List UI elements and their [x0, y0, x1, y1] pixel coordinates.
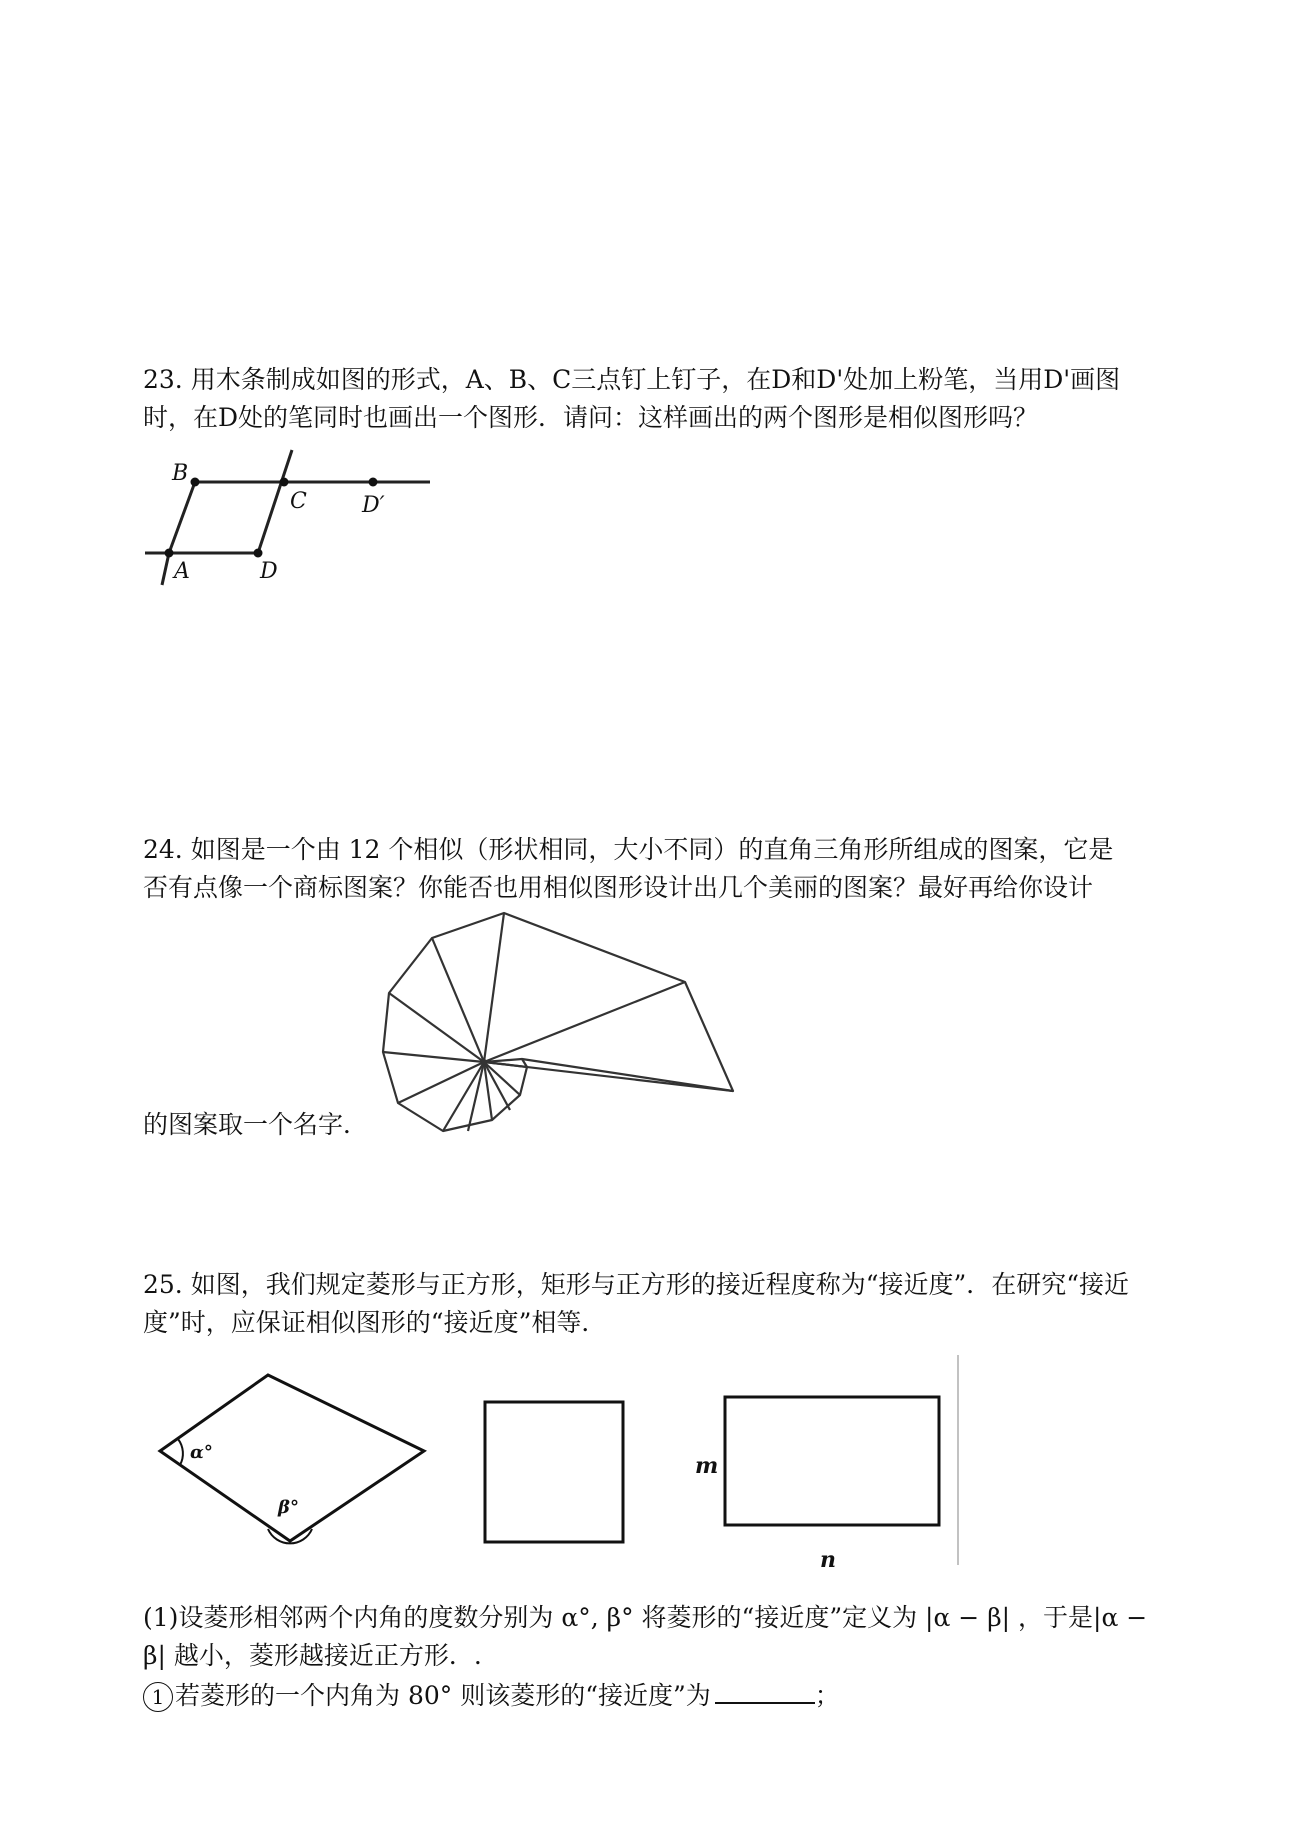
label-C: C [290, 489, 307, 514]
q23-text-line1: 23. 用木条制成如图的形式，A、B、C三点钉上钉子，在D和D'处加上粉笔，当用D'画图 [143, 365, 1121, 394]
rectangle-shape [725, 1397, 939, 1525]
q25-part1-line1: (1)设菱形相邻两个内角的度数分别为 α°, β° 将菱形的“接近度”定义为 |α − β| ，于是|α − [143, 1603, 1148, 1632]
label-m: m [695, 1453, 719, 1479]
q24-spiral-triangles-figure [378, 905, 738, 1135]
square-shape [485, 1402, 623, 1542]
label-A: A [174, 559, 190, 584]
q25-sub1-text: 若菱形的一个内角为 80° 则该菱形的“接近度”为 [175, 1681, 711, 1710]
q25-part1-line2: β| 越小，菱形越接近正方形．. [143, 1641, 482, 1670]
label-D: D [260, 559, 278, 584]
q25-text-line2: 度”时，应保证相似图形的“接近度”相等． [143, 1308, 607, 1337]
label-Dprime: D′ [362, 493, 385, 518]
label-B: B [172, 461, 189, 486]
label-alpha: α° [190, 1442, 213, 1463]
q25-sub1-end: ； [814, 1681, 840, 1710]
q24-text-line1: 24. 如图是一个由 12 个相似（形状相同，大小不同）的直角三角形所组成的图案，它是 [143, 835, 1114, 864]
q24-text-line3: 的图案取一个名字． [143, 1110, 369, 1139]
label-n: n [820, 1547, 836, 1570]
label-beta: β° [278, 1497, 299, 1518]
q25-text-line1: 25. 如图，我们规定菱形与正方形，矩形与正方形的接近程度称为“接近度”．在研究“接近 [143, 1270, 1130, 1299]
q24-text-line2: 否有点像一个商标图案？你能否也用相似图形设计出几个美丽的图案？最好再给你设计 [143, 873, 1094, 902]
q23-linkage-figure [140, 445, 440, 595]
circled-number-one: 1 [143, 1682, 173, 1712]
q25-shapes-figure [150, 1355, 970, 1570]
answer-blank[interactable] [715, 1676, 815, 1704]
q25-sub1-line [143, 1676, 840, 1714]
rhombus-shape [160, 1375, 424, 1543]
q23-text-line2: 时，在D处的笔同时也画出一个图形．请问：这样画出的两个图形是相似图形吗？ [143, 403, 1039, 432]
